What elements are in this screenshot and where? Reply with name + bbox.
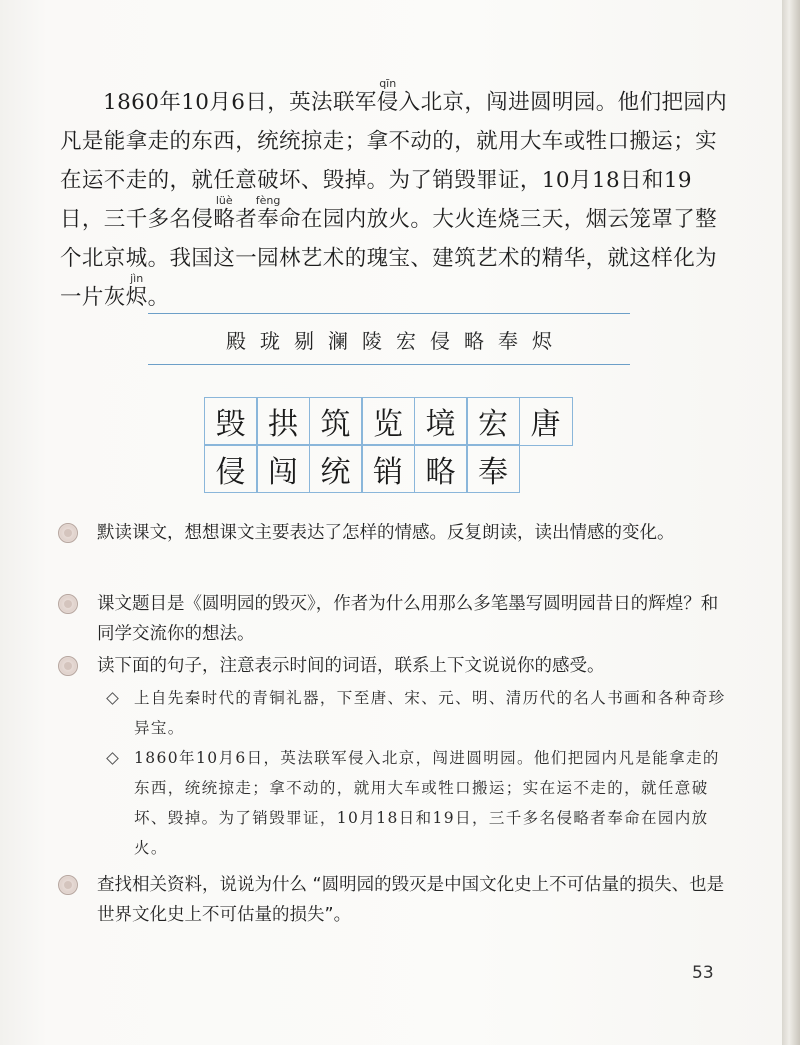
exercise-text: 读下面的句子，注意表示时间的词语，联系上下文说说你的感受。: [97, 656, 605, 676]
pinyin-annotation: 侵qīn: [376, 77, 399, 115]
diamond-bullet-icon: [106, 752, 119, 765]
diamond-bullet-icon: [106, 692, 119, 705]
page-number: 53: [692, 963, 714, 983]
paragraph-text: 1860年10月6日，英法联军: [103, 90, 377, 115]
exercise-text: 默读课文，想想课文主要表达了怎样的情感。反复朗读，读出情感的变化。: [97, 523, 675, 543]
vocab-char: 宏: [396, 328, 416, 353]
write-char-cell: 统: [309, 444, 363, 493]
vocab-char: 奉: [498, 328, 518, 353]
write-char-cell: 奉: [466, 444, 520, 493]
paragraph-text: 。: [147, 285, 170, 310]
pinyin-annotation: 略lüè: [213, 194, 236, 232]
recognize-characters-band: [148, 313, 630, 365]
circle-bullet-icon: [58, 594, 78, 614]
vocab-char: 侵: [430, 328, 450, 353]
circle-bullet-icon: [58, 656, 78, 676]
lesson-paragraph: [60, 78, 730, 317]
vocab-char: 陵: [362, 328, 382, 353]
write-char-cell: 侵: [204, 444, 258, 493]
circle-bullet-icon: [58, 523, 78, 543]
paragraph-text: 入北京，闯进圆明园。他们把园内凡是能拿走的东西，统统掠走；拿不动的，就用大车或牲口搬运；实在运不走的，就任意破坏、毁掉。为了销毁罪证，10月18日和19日，三千多名侵: [60, 90, 728, 232]
example-sentence-2: [108, 743, 728, 863]
sentence-text: 1860年10月6日，英法联军侵入北京，闯进圆明园。他们把园内凡是能拿走的东西，统统掠走；拿不动的，就用大车或牲口搬运；实在运不走的，就任意破坏、毁掉。为了销毁罪证，10月18日和19日，三千多名侵略者奉命在园内放火。: [134, 749, 720, 857]
write-char-cell: 略: [414, 444, 468, 493]
write-char-cell: 唐: [519, 397, 573, 446]
write-char-cell: 筑: [309, 397, 363, 446]
example-sentence-1: [108, 683, 728, 743]
write-char-cell: 宏: [466, 397, 520, 446]
vocab-char: 略: [464, 328, 484, 353]
vocab-char: 剔: [294, 328, 314, 353]
vocab-char: 澜: [328, 328, 348, 353]
write-char-cell: 境: [414, 397, 468, 446]
write-char-cell: 毁: [204, 397, 258, 446]
write-char-cell: 销: [361, 444, 415, 493]
sentence-text: 上自先秦时代的青铜礼器，下至唐、宋、元、明、清历代的名人书画和各种奇珍异宝。: [134, 689, 726, 737]
pinyin-annotation: 奉fèng: [255, 194, 281, 232]
write-char-cell: 闯: [256, 444, 310, 493]
exercise-text: 查找相关资料，说说为什么 “圆明园的毁灭是中国文化史上不可估量的损失、也是世界文化史上不可估量的损失”。: [97, 875, 725, 925]
writing-characters-grid: [205, 398, 573, 493]
paragraph-text: 者: [235, 207, 258, 232]
vocab-char: 珑: [260, 328, 280, 353]
circle-bullet-icon: [58, 875, 78, 895]
vocab-char: 烬: [532, 328, 552, 353]
grid-row-1: [205, 398, 573, 446]
exercise-text: 课文题目是《圆明园的毁灭》，作者为什么用那么多笔墨写圆明园昔日的辉煌？和同学交流你的想法。: [97, 594, 719, 644]
pinyin-annotation: 烬jìn: [125, 272, 148, 310]
paragraph-text: 命在园内放火。大火连烧三天，烟云笼罩了整个北京城。我国这一园林艺术的瑰宝、建筑艺术的精华，就这样化为一片灰: [60, 207, 718, 310]
write-char-cell: 拱: [256, 397, 310, 446]
vocab-char: 殿: [226, 328, 246, 353]
book-page-edge: [782, 0, 800, 1045]
write-char-cell: 览: [361, 397, 415, 446]
grid-row-2: [205, 446, 573, 494]
